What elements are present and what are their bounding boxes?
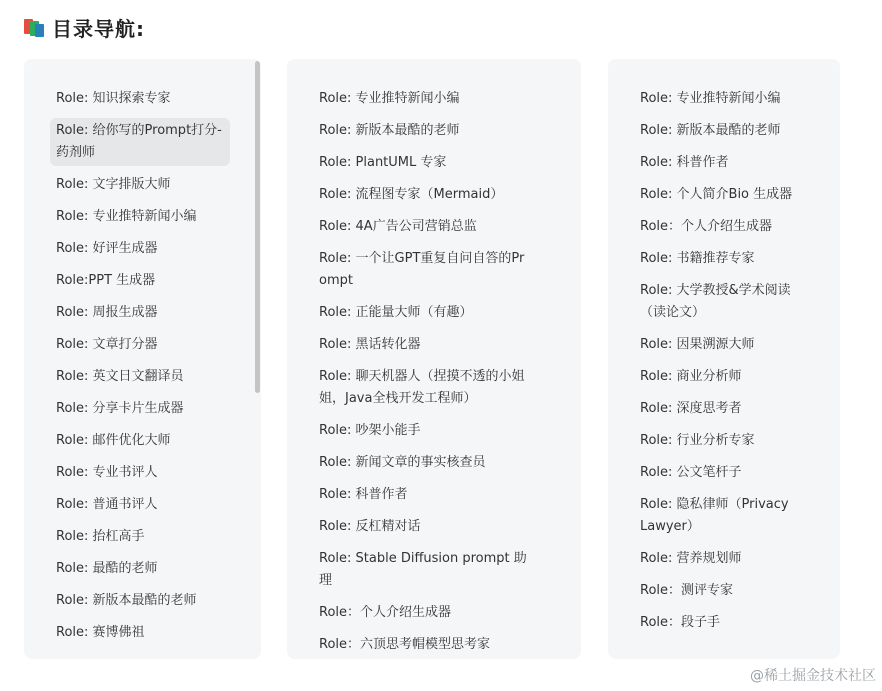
toc-link[interactable]: Role: 公文笔杆子 xyxy=(640,465,742,480)
toc-link[interactable]: Role: 4A广告公司营销总监 xyxy=(319,219,477,234)
toc-link[interactable]: Role: 流程图专家（Mermaid） xyxy=(319,187,504,202)
toc-link[interactable]: Role：个人介绍生成器 xyxy=(640,219,773,234)
toc-link[interactable]: Role: 英文日文翻译员 xyxy=(56,369,184,384)
toc-link[interactable]: Role: 分享卡片生成器 xyxy=(56,401,184,416)
toc-link[interactable]: Role: 给你写的Prompt打分-药剂师 xyxy=(50,118,230,166)
toc-link[interactable]: Role: 商业分析师 xyxy=(640,369,742,384)
toc-link[interactable]: Role: 深度思考者 xyxy=(640,401,742,416)
toc-list-2 xyxy=(313,88,533,659)
toc-link[interactable]: Role: 新版本最酷的老师 xyxy=(56,593,197,608)
toc-link[interactable]: Role: 新闻文章的事实核查员 xyxy=(319,455,486,470)
toc-link[interactable]: Role:PPT 生成器 xyxy=(56,273,156,288)
toc-link[interactable]: Role: 专业推特新闻小编 xyxy=(56,209,197,224)
toc-link[interactable]: Role：个人介绍生成器 xyxy=(319,605,452,620)
toc-link[interactable]: Role: 知识探索专家 xyxy=(56,91,171,106)
toc-list-3 xyxy=(634,88,799,644)
books-icon xyxy=(24,17,46,37)
toc-link[interactable]: Role: 吵架小能手 xyxy=(319,423,421,438)
toc-column-2 xyxy=(287,59,581,659)
toc-column-3 xyxy=(608,59,840,659)
toc-link[interactable]: Role: 普通书评人 xyxy=(56,497,158,512)
toc-link[interactable]: Role: 专业推特新闻小编 xyxy=(319,91,460,106)
toc-link[interactable]: Role: 一个让GPT重复自问自答的Prompt xyxy=(319,251,525,288)
toc-link[interactable]: Role：六顶思考帽模型思考家 xyxy=(319,637,491,652)
toc-link[interactable]: Role: 专业书评人 xyxy=(56,465,158,480)
scrollbar[interactable] xyxy=(255,61,260,393)
toc-link[interactable]: Role: 专业推特新闻小编 xyxy=(640,91,781,106)
toc-link[interactable]: Role: 书籍推荐专家 xyxy=(640,251,755,266)
toc-link[interactable]: Role: 黑话转化器 xyxy=(319,337,421,352)
toc-link[interactable]: Role: 科普作者 xyxy=(319,487,408,502)
toc-link[interactable]: Role: 大学教授&学术阅读（读论文） xyxy=(640,283,791,320)
toc-link[interactable]: Role: PlantUML 专家 xyxy=(319,155,447,170)
toc-link[interactable]: Role: 周报生成器 xyxy=(56,305,158,320)
toc-link[interactable]: Role: 抬杠高手 xyxy=(56,529,145,544)
page-title: 目录导航: xyxy=(52,16,145,41)
toc-link[interactable]: Role: Stable Diffusion prompt 助理 xyxy=(319,551,527,588)
watermark: @稀土掘金技术社区 xyxy=(750,668,876,684)
toc-link[interactable]: Role: 最酷的老师 xyxy=(56,561,158,576)
toc-link[interactable]: Role: 行业分析专家 xyxy=(640,433,755,448)
toc-link[interactable]: Role: 因果溯源大师 xyxy=(640,337,755,352)
toc-link[interactable]: Role: 新版本最酷的老师 xyxy=(319,123,460,138)
toc-link[interactable]: Role: 科普作者 xyxy=(640,155,729,170)
toc-link[interactable]: Role: 隐私律师（Privacy Lawyer） xyxy=(640,497,789,534)
toc-link[interactable]: Role: 赛博佛祖 xyxy=(56,625,145,640)
toc-link[interactable]: Role: 邮件优化大师 xyxy=(56,433,171,448)
toc-list-1 xyxy=(50,88,230,654)
toc-link[interactable]: Role：测评专家 xyxy=(640,583,734,598)
toc-link[interactable]: Role: 正能量大师（有趣） xyxy=(319,305,473,320)
toc-link[interactable]: Role: 反杠精对话 xyxy=(319,519,421,534)
header xyxy=(24,12,145,42)
toc-link[interactable]: Role: 聊天机器人（捏摸不透的小姐姐，Java全栈开发工程师） xyxy=(319,369,525,406)
toc-column-1 xyxy=(24,59,261,659)
toc-link[interactable]: Role: 好评生成器 xyxy=(56,241,158,256)
toc-link[interactable]: Role: 个人简介Bio 生成器 xyxy=(640,187,793,202)
toc-link[interactable]: Role：段子手 xyxy=(640,615,721,630)
toc-link[interactable]: Role: 文章打分器 xyxy=(56,337,158,352)
toc-link[interactable]: Role: 营养规划师 xyxy=(640,551,742,566)
toc-link[interactable]: Role: 文字排版大师 xyxy=(56,177,171,192)
toc-link[interactable]: Role: 新版本最酷的老师 xyxy=(640,123,781,138)
